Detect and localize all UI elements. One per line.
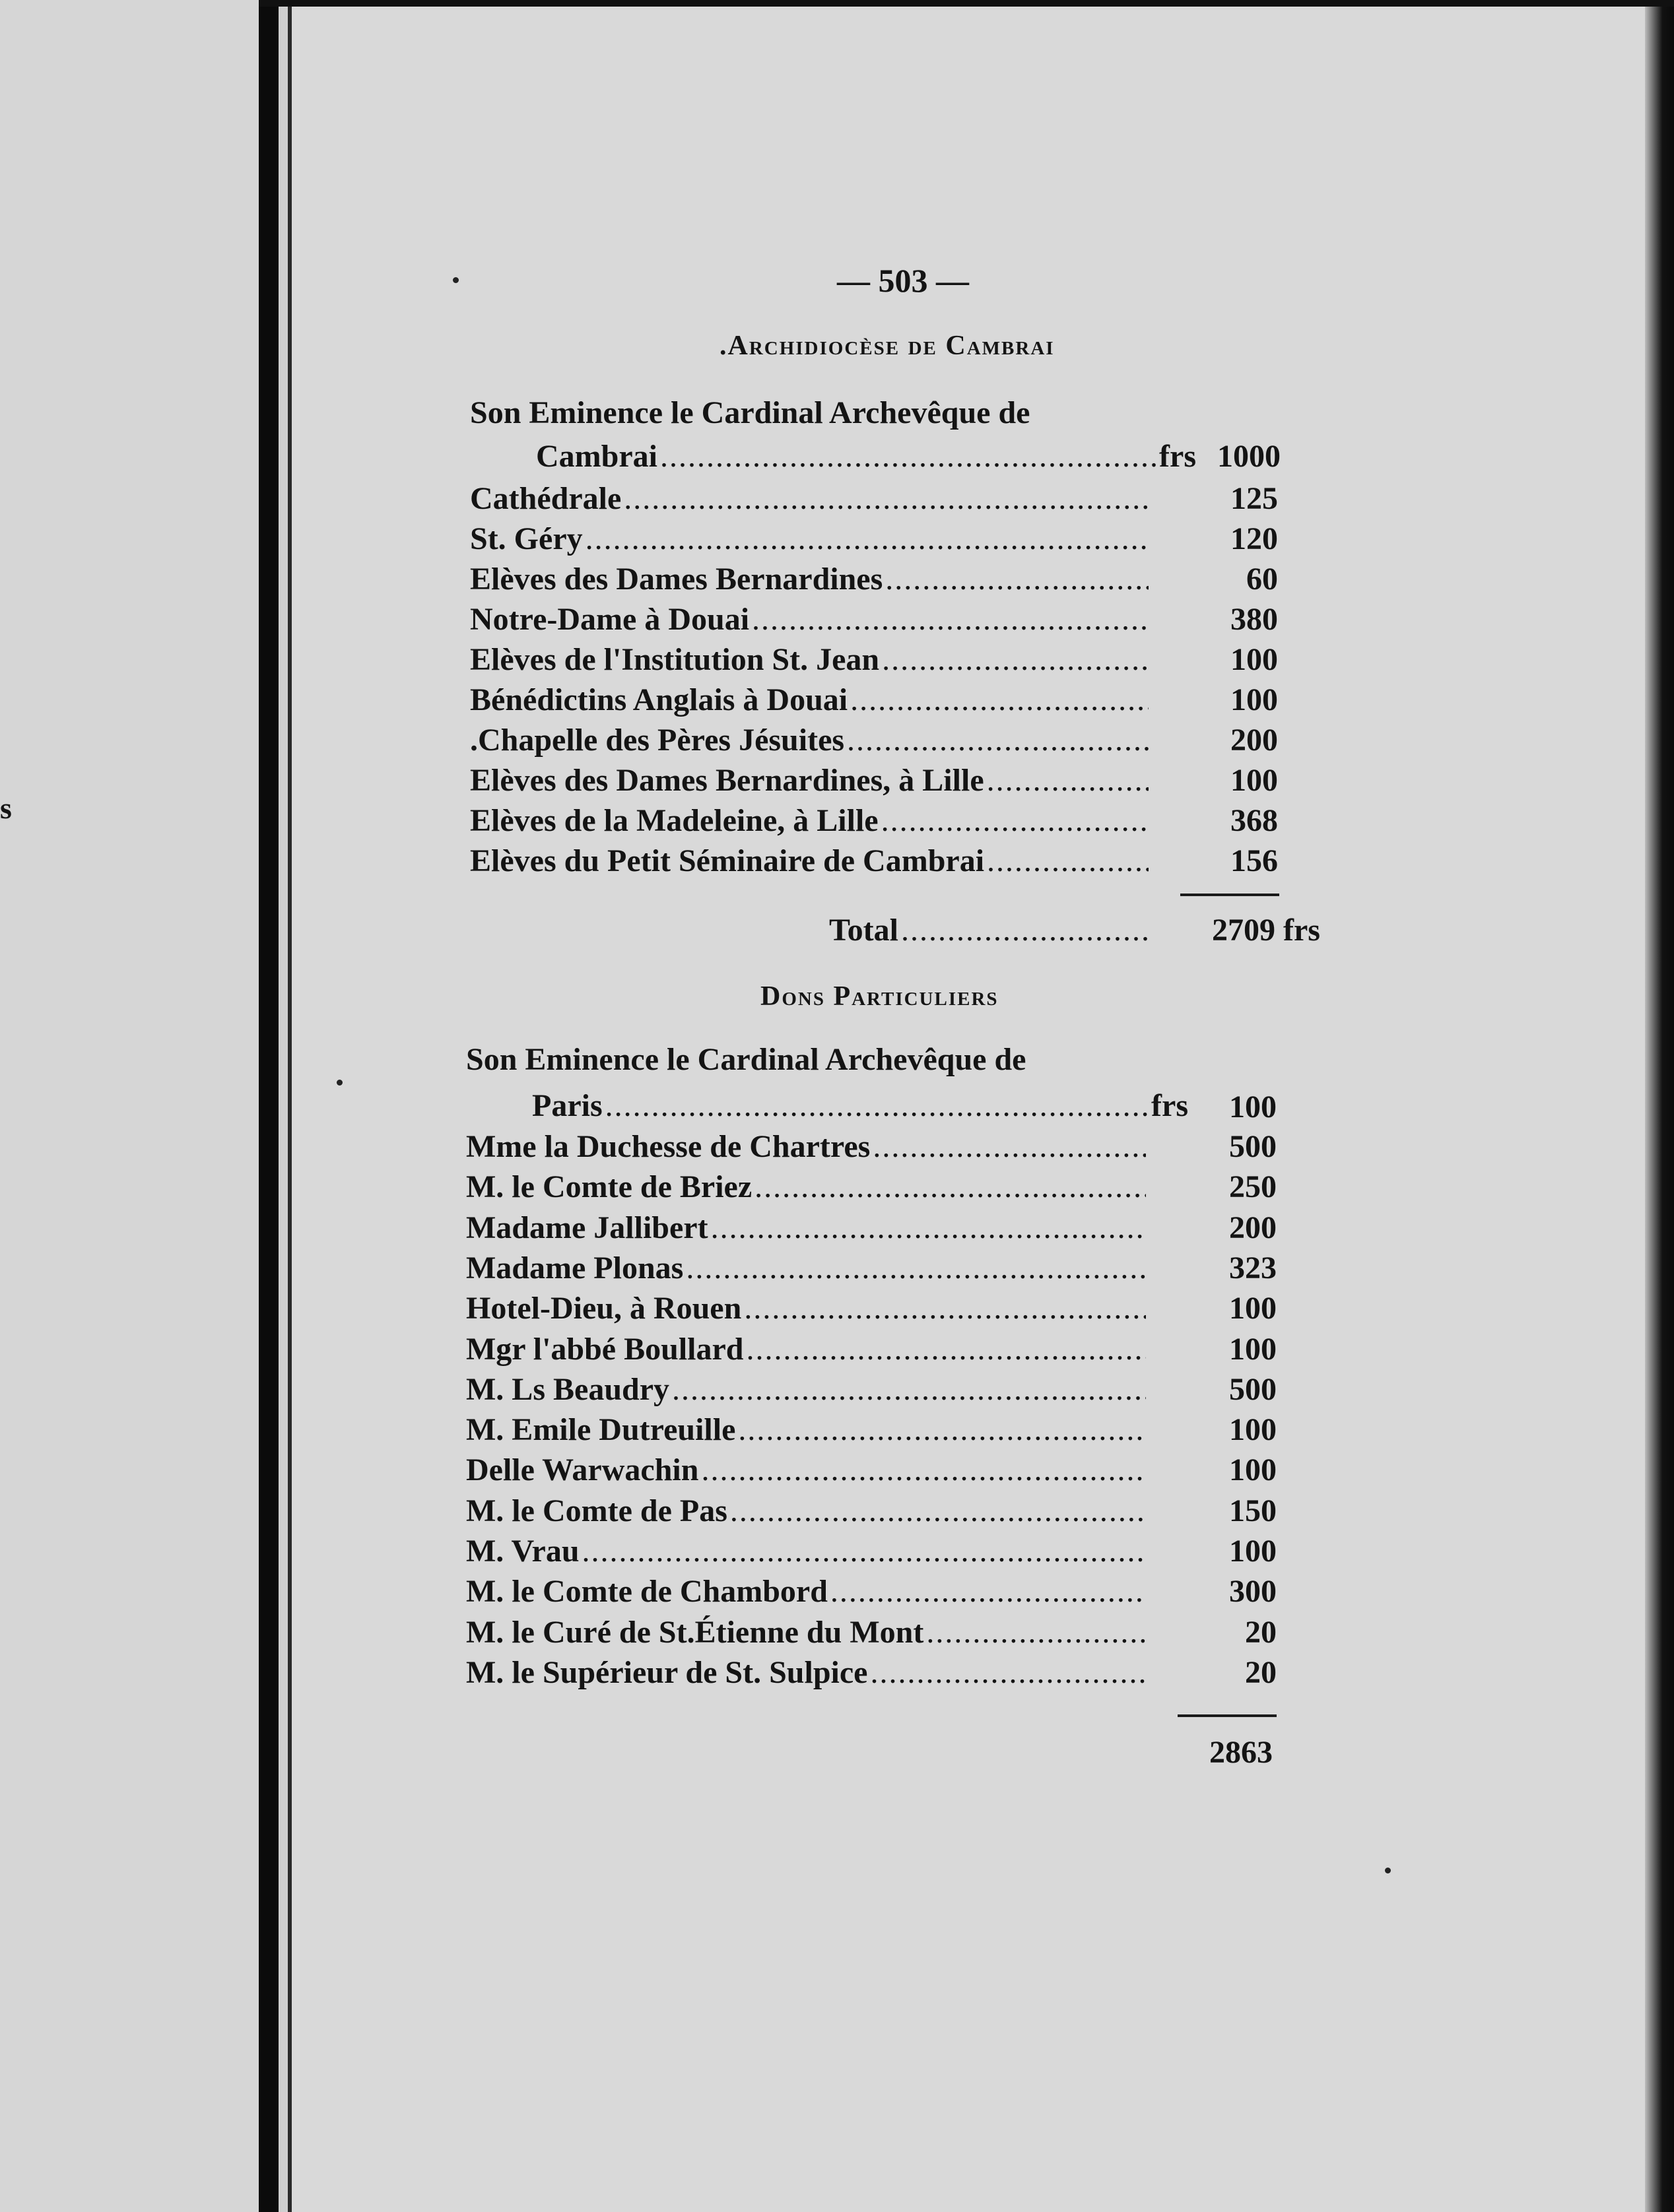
entry-row bbox=[470, 801, 1149, 841]
dot-leader bbox=[730, 1491, 1146, 1531]
section-heading-cambrai: .Archidiocèse de Cambrai bbox=[720, 331, 1055, 361]
entry-amount: 100 bbox=[1229, 1331, 1277, 1367]
entry-label: Elèves de la Madeleine, à Lille bbox=[470, 803, 879, 838]
entry-label: M. le Comte de Chambord bbox=[466, 1574, 828, 1610]
dot-leader bbox=[747, 1330, 1147, 1369]
entry-label: Madame Plonas bbox=[466, 1250, 684, 1285]
dot-leader bbox=[624, 479, 1149, 519]
entry-amount: 150 bbox=[1229, 1493, 1277, 1528]
entry-amount: 20 bbox=[1245, 1614, 1277, 1650]
entry-amount: 300 bbox=[1229, 1574, 1277, 1610]
dot-leader bbox=[830, 1572, 1146, 1611]
entry-label: M. le Supérieur de St. Sulpice bbox=[466, 1654, 868, 1690]
entry-amount: 100 bbox=[1229, 1534, 1277, 1569]
entry-amount: 100 bbox=[1230, 682, 1278, 717]
entry-label: Elèves des Dames Bernardines bbox=[470, 562, 883, 597]
entry-row bbox=[470, 640, 1149, 680]
dot-leader bbox=[701, 1450, 1146, 1490]
dot-leader bbox=[660, 437, 1156, 476]
dot-leader bbox=[881, 801, 1149, 841]
entry-label: M. Vrau bbox=[466, 1534, 580, 1569]
entry-label: M. Ls Beaudry bbox=[466, 1371, 670, 1407]
entry-row bbox=[466, 1167, 1146, 1207]
entry-first-line: Son Eminence le Cardinal Archevêque de bbox=[470, 395, 1030, 430]
dot-leader bbox=[870, 1653, 1146, 1693]
entry-row bbox=[470, 841, 1149, 881]
dot-leader bbox=[850, 680, 1149, 720]
entry-row bbox=[470, 721, 1149, 760]
entry-amount: 500 bbox=[1229, 1129, 1277, 1164]
entry-label: Paris bbox=[532, 1088, 603, 1123]
entry-amount: 20 bbox=[1245, 1654, 1277, 1690]
entry-amount: 100 bbox=[1229, 1090, 1277, 1124]
entry-row bbox=[466, 1450, 1146, 1490]
entry-row bbox=[470, 519, 1149, 559]
entry-label: Bénédictins Anglais à Douai bbox=[470, 682, 848, 717]
page-top-edge bbox=[259, 0, 1674, 7]
currency-unit: frs bbox=[1151, 1088, 1188, 1123]
ink-speck bbox=[337, 1080, 343, 1086]
entry-label: Notre-Dame à Douai bbox=[470, 602, 750, 637]
dot-leader bbox=[711, 1208, 1146, 1248]
entry-label: Mme la Duchesse de Chartres bbox=[466, 1129, 871, 1164]
entry-label: M. le Comte de Briez bbox=[466, 1169, 753, 1205]
entry-row bbox=[532, 1086, 1188, 1126]
entry-row bbox=[466, 1491, 1146, 1531]
entry-amount: 125 bbox=[1230, 481, 1278, 516]
entry-label: M. le Comte de Pas bbox=[466, 1493, 727, 1528]
entry-row bbox=[466, 1532, 1146, 1571]
left-page-margin bbox=[0, 0, 259, 2212]
entry-row bbox=[466, 1330, 1146, 1369]
total-label: Total bbox=[829, 913, 898, 948]
dot-leader bbox=[873, 1127, 1146, 1167]
dot-leader bbox=[744, 1289, 1146, 1328]
dot-leader bbox=[605, 1086, 1149, 1126]
entry-row bbox=[466, 1289, 1146, 1328]
section-heading-dons: Dons Particuliers bbox=[760, 981, 999, 1012]
entry-amount: 200 bbox=[1229, 1210, 1277, 1245]
ink-speck bbox=[1385, 1868, 1391, 1873]
ink-speck bbox=[453, 277, 459, 283]
entry-row bbox=[470, 761, 1149, 800]
entry-label: Cathédrale bbox=[470, 481, 622, 516]
sum-rule bbox=[1178, 1714, 1277, 1717]
total-row bbox=[829, 911, 1151, 950]
entry-amount: 100 bbox=[1230, 763, 1278, 798]
entry-row bbox=[470, 680, 1149, 720]
entry-label: Cambrai bbox=[536, 439, 657, 474]
dot-leader bbox=[901, 911, 1151, 950]
dot-leader bbox=[987, 761, 1149, 800]
entry-label: Mgr l'abbé Boullard bbox=[466, 1331, 744, 1367]
entry-amount: 1000 bbox=[1217, 439, 1281, 474]
entry-label: Elèves des Dames Bernardines, à Lille bbox=[470, 763, 984, 798]
total-amount: 2709 frs bbox=[1212, 913, 1320, 948]
book-gutter bbox=[259, 0, 279, 2212]
entry-label: .Chapelle des Pères Jésuites bbox=[470, 723, 845, 758]
entry-amount: 120 bbox=[1230, 521, 1278, 556]
dot-leader bbox=[885, 560, 1149, 599]
entry-amount: 100 bbox=[1229, 1452, 1277, 1488]
entry-row bbox=[466, 1653, 1146, 1693]
entry-label: Elèves du Petit Séminaire de Cambrai bbox=[470, 843, 985, 878]
entry-row bbox=[466, 1249, 1146, 1288]
entry-row bbox=[466, 1127, 1146, 1167]
dot-leader bbox=[586, 519, 1149, 559]
entry-amount: 156 bbox=[1230, 843, 1278, 878]
sum-rule bbox=[1180, 894, 1279, 896]
dot-leader bbox=[882, 640, 1149, 680]
entry-label: Madame Jallibert bbox=[466, 1210, 708, 1245]
entry-row bbox=[470, 479, 1149, 519]
page-number: — 503 — bbox=[837, 262, 969, 299]
entry-row bbox=[470, 600, 1149, 639]
total-amount: 2863 bbox=[1209, 1735, 1273, 1770]
entry-row bbox=[470, 560, 1149, 599]
entry-row bbox=[466, 1572, 1146, 1611]
entry-amount: 500 bbox=[1229, 1371, 1277, 1407]
entry-amount: 200 bbox=[1230, 723, 1278, 758]
page-right-edge bbox=[1645, 0, 1674, 2212]
entry-label: M. Emile Dutreuille bbox=[466, 1412, 736, 1448]
entry-row bbox=[466, 1613, 1146, 1652]
entry-label: Elèves de l'Institution St. Jean bbox=[470, 642, 880, 677]
left-page-fragment: s bbox=[0, 791, 12, 825]
entry-label: Delle Warwachin bbox=[466, 1452, 699, 1488]
dot-leader bbox=[926, 1613, 1146, 1652]
dot-leader bbox=[752, 600, 1149, 639]
dot-leader bbox=[847, 721, 1149, 760]
entry-row bbox=[466, 1208, 1146, 1248]
entry-amount: 100 bbox=[1230, 642, 1278, 677]
entry-amount: 100 bbox=[1229, 1291, 1277, 1326]
dot-leader bbox=[686, 1249, 1146, 1288]
entry-amount: 250 bbox=[1229, 1169, 1277, 1205]
entry-amount: 368 bbox=[1230, 803, 1278, 838]
dot-leader bbox=[738, 1410, 1146, 1450]
dot-leader bbox=[582, 1532, 1146, 1571]
entry-amount: 380 bbox=[1230, 602, 1278, 637]
currency-unit: frs bbox=[1159, 439, 1196, 474]
dot-leader bbox=[672, 1370, 1146, 1410]
entry-amount: 100 bbox=[1229, 1412, 1277, 1448]
entry-label: Hotel-Dieu, à Rouen bbox=[466, 1291, 742, 1326]
dot-leader bbox=[987, 841, 1149, 881]
entry-amount: 323 bbox=[1229, 1250, 1277, 1285]
entry-label: M. le Curé de St.Étienne du Mont bbox=[466, 1614, 924, 1650]
entry-row bbox=[466, 1370, 1146, 1410]
entry-row bbox=[536, 437, 1196, 476]
entry-amount: 60 bbox=[1246, 562, 1278, 597]
entry-row bbox=[466, 1410, 1146, 1450]
entry-first-line: Son Eminence le Cardinal Archevêque de bbox=[466, 1042, 1026, 1077]
dot-leader bbox=[754, 1167, 1146, 1207]
entry-label: St. Géry bbox=[470, 521, 583, 556]
